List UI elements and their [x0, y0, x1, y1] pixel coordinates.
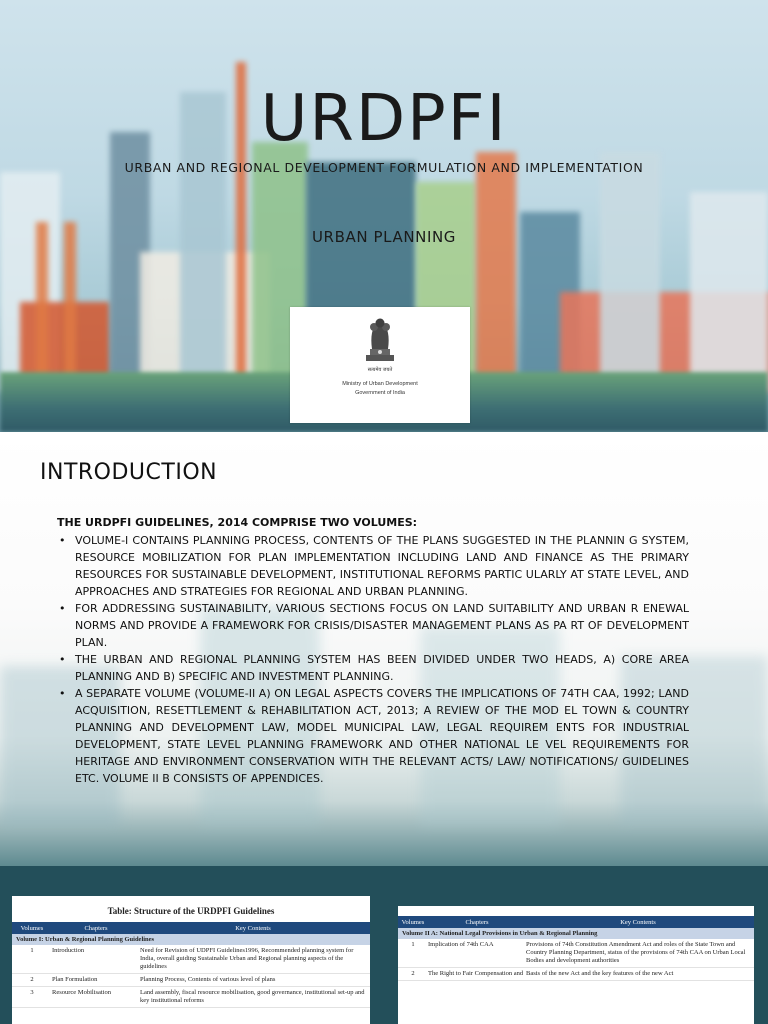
ministry-logo-card [290, 307, 470, 423]
table-header-cell: Volumes [20, 924, 44, 932]
table-row [398, 939, 754, 968]
introduction-slide [0, 432, 768, 866]
tables-slide [0, 866, 768, 1024]
table-cell: Land assembly, fiscal resource mobilisation, good governance, institutional set-up and key institutional reforms [140, 989, 365, 1004]
legal-provisions-table-page [398, 906, 754, 1024]
table-row [12, 945, 370, 974]
table-cell: Plan Formulation [52, 976, 98, 983]
table-cell: 2 [30, 976, 34, 983]
table-cell: Basis of the new Act and the key features of the new Act [526, 970, 674, 977]
table-cell: Resource Mobilisation [52, 989, 112, 996]
table-header-row [12, 922, 370, 934]
table-cell: Need for Revision of UDPFI Guidelines1996, Recommended planning system for India, overall guiding Sustainable Urban and Regional planning aspects of the guidelines [140, 947, 354, 970]
cover-section-label: URBAN PLANNING [311, 228, 457, 246]
table-cell: Introduction [52, 947, 85, 954]
table-title: Table: Structure of the URDPFI Guidelines [107, 906, 275, 916]
table-cell: 1 [30, 947, 34, 954]
table-section-row: Volume II A: National Legal Provisions in Urban & Regional Planning [398, 928, 754, 939]
cover-subtitle: URBAN AND REGIONAL DEVELOPMENT FORMULATION AND IMPLEMENTATION [124, 160, 644, 175]
table-row [12, 987, 370, 1008]
table-cell: 2 [411, 970, 415, 977]
cover-slide [0, 0, 768, 432]
table-header-cell: Key Contents [620, 918, 656, 926]
cover-title: URDPFI [260, 82, 508, 156]
building-shape [600, 152, 660, 392]
intro-bullet-list [57, 532, 689, 787]
page-top-margin [398, 906, 754, 916]
building-shape [476, 152, 516, 392]
intro-bullet: • A SEPARATE VOLUME (VOLUME-II A) ON LEGAL ASPECTS COVERS THE IMPLICATIONS OF 74TH CAA, 1992; LAND ACQUISITION, RESETTLEMENT & REHABILITATION ACT, 2013; A REVIEW OF THE MOD EL TOWN & COUNTRY PLANNING AND DEVELOPMENT LAW, MODEL MUNICIPAL LAW, LEGAL REQUIREM ENTS FOR INDUSTRIAL DEVELOPMENT, STATE LEVEL PLANNING FRAMEWORK AND OTHER NATIONAL LE VEL REQUIREMENTS FOR HERITAGE AND ENVIRONMENT CONSERVATION WITH THE RELEVANT ACTS/ LAW/ NOTIFICATIONS/ GUIDELINES ETC. VOLUME II B CONSISTS OF APPENDICES. [57, 685, 689, 787]
chimney-shape [64, 222, 76, 392]
logo-motto: सत्यमेव जयते [367, 367, 393, 373]
table-cell: Implication of 74th CAA [428, 941, 494, 948]
table-header-cell: Volumes [401, 918, 425, 926]
intro-bullet: • THE URBAN AND REGIONAL PLANNING SYSTEM HAS BEEN DIVIDED UNDER TWO HEADS, A) CORE AREA PLANNING AND B) SPECIFIC AND INVESTMENT PLANNING. [57, 651, 689, 685]
intro-title: INTRODUCTION [40, 460, 218, 485]
table-cell: The Right to Fair Compensation and [428, 970, 524, 977]
intro-bullet: • VOLUME-I CONTAINS PLANNING PROCESS, CONTENTS OF THE PLANS SUGGESTED IN THE PLANNIN G SYSTEM, RESOURCE MOBILIZATION FOR PLAN IMPLEMENTATION INCLUDING LAND AND FINANCE AS THE PRIMARY RESOURCES FOR SUSTAINABLE DEVELOPMENT, INSTITUTIONAL REFORMS PARTIC ULARLY AT STATE LEVEL, AND APPROACHES AND STRATEGIES FOR REGIONAL AND URBAN PLANNING. [57, 532, 689, 600]
logo-government-name: Government of India [355, 390, 405, 396]
table-cell: Planning Process, Contents of various level of plans [140, 976, 276, 983]
intro-heading: THE URDPFI GUIDELINES, 2014 COMPRISE TWO VOLUMES: [57, 516, 418, 529]
national-emblem-icon [360, 313, 400, 365]
table-header-cell: Chapters [465, 918, 489, 926]
table-header-row [398, 916, 754, 928]
chimney-shape [36, 222, 48, 392]
building-shape [690, 192, 768, 392]
table-cell: 1 [411, 941, 415, 948]
table-header-cell: Chapters [84, 924, 108, 932]
logo-ministry-name: Ministry of Urban Development [342, 381, 418, 387]
intro-bullet: • FOR ADDRESSING SUSTAINABILITY, VARIOUS SECTIONS FOCUS ON LAND SUITABILITY AND URBAN R ENEWAL NORMS AND PROVIDE A FRAMEWORK FOR CRISIS/DISASTER MANAGEMENT PLANS AS PA RT OF DEVELOPMENT PLAN. [57, 600, 689, 651]
table-section-row: Volume I: Urban & Regional Planning Guidelines [12, 934, 370, 945]
table-row [12, 974, 370, 987]
structure-table-page [12, 896, 370, 1024]
table-row [398, 968, 754, 981]
table-cell: Provisions of 74th Constitution Amendment Act and roles of the State Town and Country Planning Department, status of the provisions of 74th CAA on Urban Local Bodies and development authorities [526, 941, 746, 964]
table-header-cell: Key Contents [235, 924, 271, 932]
table-cell: 3 [30, 989, 34, 996]
